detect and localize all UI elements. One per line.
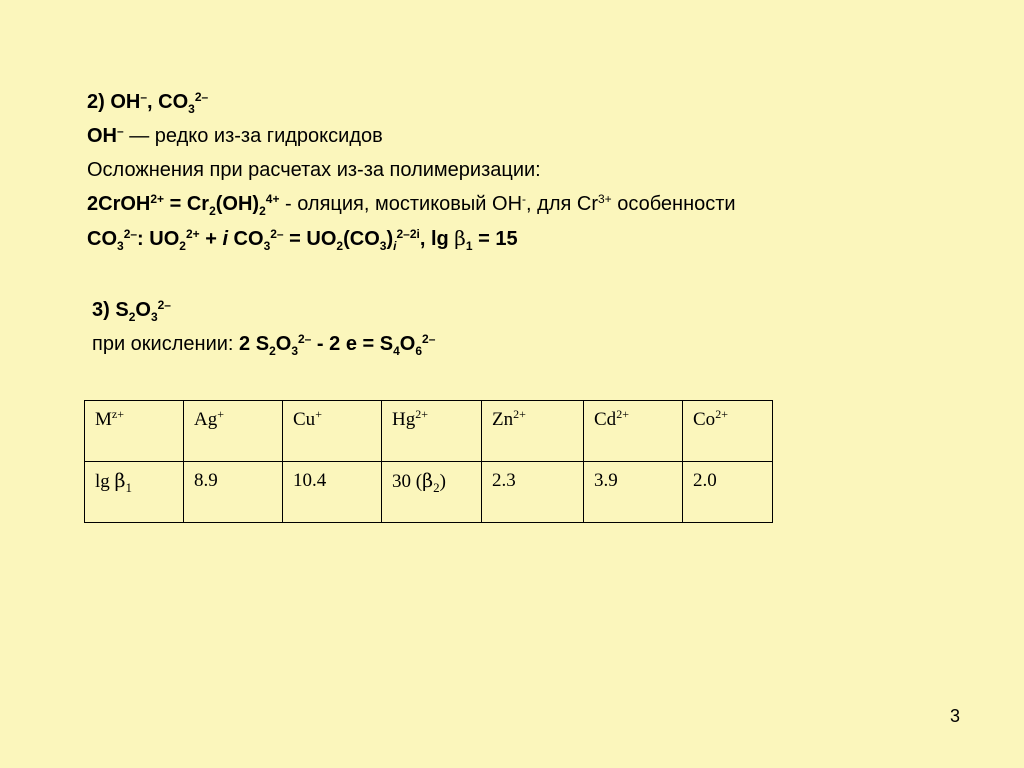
text: 3) S <box>92 299 129 321</box>
line-olation <box>87 187 736 221</box>
sup: - <box>522 192 527 206</box>
text: (OH) <box>215 193 260 215</box>
sub: 2 <box>336 239 344 253</box>
sub: 2 <box>179 239 186 253</box>
heading-thiosulfate <box>92 293 435 327</box>
heading-oh-co3 <box>87 85 736 119</box>
sup: 2–2i <box>396 227 420 241</box>
value-hg: 30 $(\beta_2)$ <box>382 462 482 523</box>
table-header-row <box>85 401 773 462</box>
text: CO <box>87 228 117 250</box>
text: : UO <box>137 228 180 250</box>
text: (CO <box>343 228 380 250</box>
sub: 3 <box>291 344 298 358</box>
sup: 2– <box>298 332 312 346</box>
header-cell-cu: Cu+ <box>283 401 382 462</box>
value-ag: 8.9 <box>184 462 283 523</box>
text: 2 S <box>239 333 270 355</box>
section-oh-co3 <box>87 85 736 256</box>
sup: – <box>140 90 148 104</box>
sup: 2+ <box>150 192 165 206</box>
text: — редко из-за гидроксидов <box>123 125 383 147</box>
row-label-lg-beta1: $\lg \beta_1$ <box>85 462 184 523</box>
text: - 2 e = S <box>311 333 394 355</box>
sub: 6 <box>415 344 423 358</box>
beta-symbol: β <box>454 226 466 250</box>
sub: 3 <box>117 239 124 253</box>
sup: 2+ <box>185 227 200 241</box>
text: - оляция, мостиковый ОН <box>279 193 523 215</box>
text: O <box>275 333 292 355</box>
line-uranyl-carbonate <box>87 221 736 256</box>
header-cell-ag: Ag+ <box>184 401 283 462</box>
text: 2) OH <box>87 91 141 113</box>
value-zn: 2.3 <box>482 462 584 523</box>
text: OH <box>87 125 117 147</box>
text: ) <box>386 228 394 250</box>
text: , для Cr <box>526 193 598 215</box>
sup: – <box>117 124 124 138</box>
sub: 2 <box>269 344 276 358</box>
text: CO <box>228 228 264 250</box>
table-row-lg-beta <box>85 462 773 523</box>
sup: 4+ <box>265 192 280 206</box>
italic-i: i <box>222 228 228 250</box>
sub: 3 <box>188 102 195 116</box>
header-cell-mz: $M^{z+}$ <box>85 401 184 462</box>
text: особенности <box>611 193 736 215</box>
line-oxidation <box>92 327 435 361</box>
sup: 2– <box>194 90 209 104</box>
line-complications: Осложнения при расчетах из-за полимеризации: <box>87 159 541 181</box>
text: = 15 <box>472 228 518 250</box>
sub: 3 <box>263 239 271 253</box>
sub: 2 <box>259 204 266 218</box>
header-cell-zn: $Zn^{2+}$ <box>482 401 584 462</box>
header-cell-co: $Co^{2+}$ <box>683 401 773 462</box>
sup: 2– <box>422 332 436 346</box>
sup: 3+ <box>597 192 612 206</box>
sup: 2– <box>270 227 284 241</box>
page-number: 3 <box>950 706 961 726</box>
section-thiosulfate <box>92 293 435 361</box>
text: при окислении: <box>92 333 240 355</box>
value-co: 2.0 <box>683 462 773 523</box>
sub: 2 <box>209 204 216 218</box>
line-oh-rare <box>87 119 736 153</box>
text: = Cr <box>164 193 210 215</box>
sub: 3 <box>379 239 387 253</box>
text: O <box>135 299 151 321</box>
sub: 3 <box>150 310 158 324</box>
sub: 1 <box>465 239 473 253</box>
text: + <box>199 228 223 250</box>
text: 2CrOH <box>87 193 151 215</box>
text: O <box>399 333 416 355</box>
sup: 2– <box>123 227 138 241</box>
sup: 2– <box>157 298 171 312</box>
text: , lg <box>419 228 455 250</box>
stability-constants-table <box>84 400 773 523</box>
text: , CO <box>147 91 189 113</box>
value-cd: 3.9 <box>584 462 683 523</box>
sub-italic: i <box>393 239 397 253</box>
header-cell-hg: $Hg^{2+}$ <box>382 401 482 462</box>
header-cell-cd: $Cd^{2+}$ <box>584 401 683 462</box>
sub: 4 <box>393 344 400 358</box>
text: = UO <box>283 228 337 250</box>
sub: 2 <box>128 310 136 324</box>
value-cu: 10.4 <box>283 462 382 523</box>
